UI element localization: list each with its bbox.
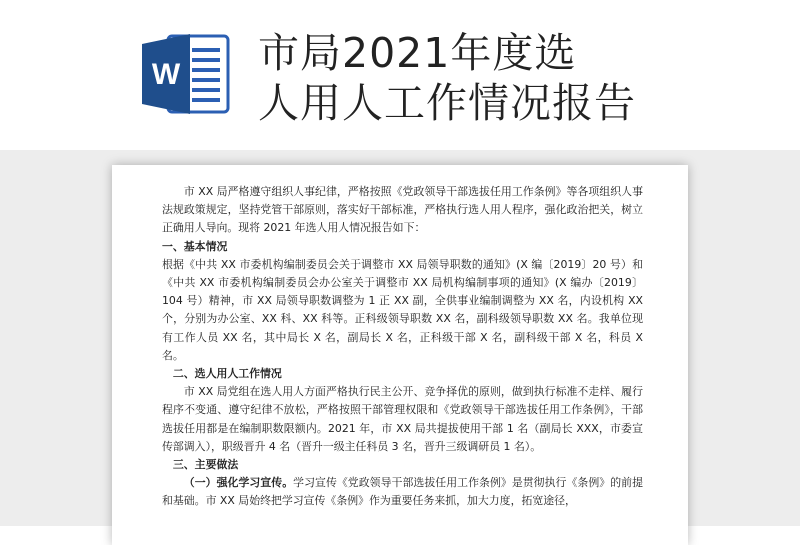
section-2-paragraph: 市 XX 局党组在选人用人方面严格执行民主公开、竞争择优的原则，做到执行标准不走样、履行程序不变通、遵守纪律不放松，严格按照干部管理权限和《党政领导干部选拔任用工作条例》，干部选拔任用都是在编制职数限额内。2021 年，市 XX 局共提拔使用干部 1 名（副局长 XXX，市委宣传部调入），职级晋升 4 名（晋升一级主任科员 3 名，晋升三级调研员 1 名）。 [162, 385, 643, 453]
section-1-paragraph: 根据《中共 XX 市委机构编制委员会关于调整市 XX 局领导职数的通知》(X 编〔2019〕20 号）和《中共 XX 市委机构编制委员会办公室关于调整市 XX 局机构编制事项的通知》(X 编办〔2019〕104 号）精神，市 XX 局领导职数调整为 1 正 XX 副，全供事业编制调整为 XX 名，内设机构 XX 个，分别为办公室、XX 科、XX 科等。正科级领导职数 XX 名，副科级领导职数 XX 名。我单位现有工作人员 XX 名，其中局长 X 名，副局长 X 名，正科级干部 X 名，副科级干部 X 名，科员 X 名。 [162, 257, 643, 362]
section-1-heading: 一、基本情况 [162, 239, 228, 253]
subsection-body: 学习宣传《党政领导干部选拔任用工作条例》是贯彻执行《条例》的前提和基础。市 XX 局始终把学习宣传《条例》作为重要任务来抓，加大力度，拓宽途径， [162, 476, 643, 508]
word-letter: W [151, 58, 181, 91]
page-title [258, 28, 636, 128]
word-document-icon [140, 30, 232, 118]
section-3-paragraph [162, 474, 643, 510]
document-page [112, 165, 688, 545]
intro-paragraph: 市 XX 局严格遵守组织人事纪律，严格按照《党政领导干部选拔任用工作条例》等各项组织人事法规政策规定，坚持党管干部原则，落实好干部标准，严格执行选人用人程序，强化政治把关，树立正确用人导向。现将 2021 年选人用人情况报告如下： [162, 185, 643, 235]
section-3-heading: 三、主要做法 [172, 458, 239, 472]
header-banner [0, 0, 800, 150]
subsection-title: （一）强化学习宣传。 [183, 476, 294, 490]
title-line-1: 市局2021年度选 [258, 29, 577, 77]
document-body [162, 183, 643, 511]
title-line-2: 人用人工作情况报告 [258, 79, 636, 127]
section-2-heading: 二、选人用人工作情况 [172, 367, 282, 381]
